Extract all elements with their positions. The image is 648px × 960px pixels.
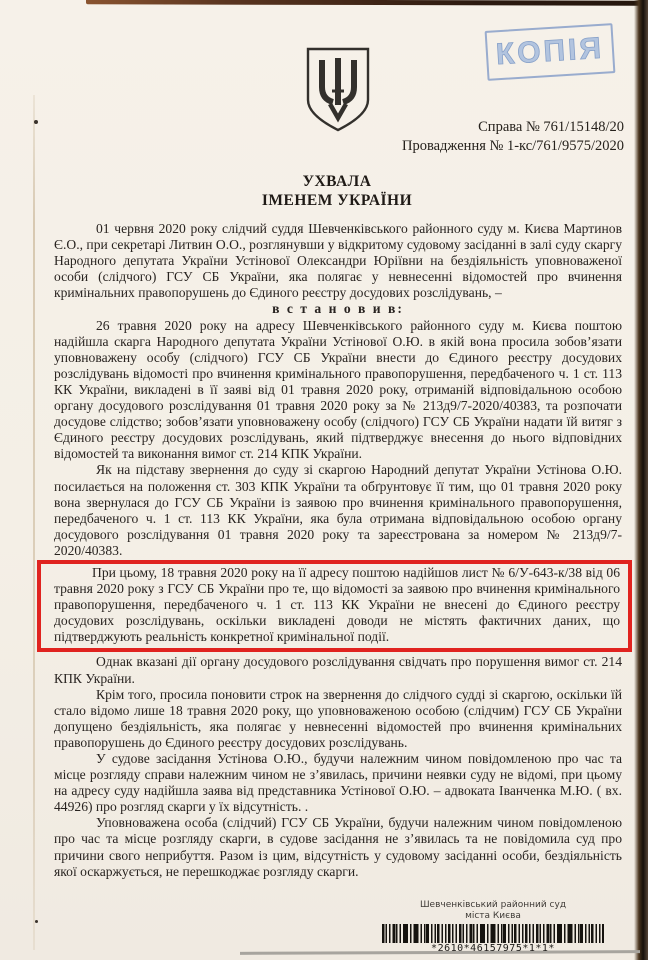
paragraph-term-renewal: Крім того, просила поновити строк на звернення до слідчого судді зі скаргою, оскільки їй стало відомо лише 18 травня 2020 року, що уповноваженою особою (слідчим) ГСУ СБ України допущено бездіяльність, яка полягає у невнесенні відомостей про вчинення кримінальних правопорушень до Єдиного реєстру досудових розслідувань.	[54, 686, 622, 750]
barcode-number: *2610*46157975*1*1*	[431, 943, 555, 954]
resolution-heading: в с т а н о в и в:	[272, 301, 404, 317]
title-line-2: ІМЕНЕМ УКРАЇНИ	[261, 192, 413, 209]
case-number: Справа № 761/15148/20	[478, 119, 624, 135]
court-name-line-2: міста Києва	[465, 911, 521, 921]
document-body	[54, 221, 622, 880]
proceeding-number: Провадження № 1-кс/761/9575/2020	[401, 138, 624, 154]
paragraph-complaint: 26 травня 2020 року на адресу Шевченківського районного суду м. Києва поштою надійшла скарга Народного депутата України Устінової О.Ю. в якій вона просила зобов’язати уповноважену особу (слідчого) ГСУ СБ України внести до Єдиного реєстру досудових розслідувань відомості про вчинення кримінального правопорушення, передбаченого ч. 1 ст. 113 КК України, викладені в її заяві від 01 травня 2020 року, отриманій відповідальною особою органу досудового розслідування 01 травня 2020 року за № 213д9/7-2020/40383, та розпочати досудове слідство; зобов’язати уповноважену особу (слідчого) ГСУ СБ України надати їй витяг з Єдиного реєстру досудових розслідувань, який підтверджує внесення до нього відповідних відомостей та виконання вимог ст. 214 КПК України.	[54, 317, 622, 462]
paragraph-intro: 01 червня 2020 року слідчий суддя Шевченківського районного суду м. Києва Мартинов Є.О., при секретарі Литвин О.О., розглянувши у відкритому судовому засіданні в залі суду скаргу Народного депутата України Устінової Олександри Юріївни на бездіяльність уповноваженої особи (слідчого) ГСУ СБ України, яка полягає у невнесенні відомостей про вчинення кримінальних правопорушень до Єдиного реєстру досудових розслідувань, –	[54, 221, 622, 301]
paper-speck	[34, 120, 38, 124]
paragraph-absence-investigator: Уповноважена особа (слідчий) ГСУ СБ України, будучи належним чином повідомленою про час та місце розгляду скарги, в судове засідання не з’явилась та не повідомила суд про причини свого неприбуття. Разом із цим, відсутність у судовому засіданні особи, бездіяльність якої оскаржується, не перешкоджає розгляду скарги.	[54, 815, 622, 879]
title-line-1: УХВАЛА	[302, 173, 372, 190]
copy-stamp	[485, 23, 616, 81]
copy-stamp-label: КОПІЯ	[495, 31, 605, 72]
photo-edge-right	[634, 0, 648, 960]
paragraph-absence-complainant: У судове засідання Устінова О.Ю., будучи належним чином повідомленою про час та місце розгляду справи належним чином не з’явилась, причини неявки суду не відомі, при цьому на адресу суду надійшла заява від представника Устінової О.Ю. – адвоката Іванченка М.Ю. ( вх. 44926) про розгляд скарги у їх відсутність. .	[54, 751, 622, 815]
paragraph-highlighted: При цьому, 18 травня 2020 року на її адресу поштою надійшов лист № 6/У-643-к/38 від 06 травня 2020 року з ГСУ СБ України про те, що відомості за заявою про вчинення кримінального правопорушення, передбаченого ч. 1 ст. 113 КК України не внесені до Єдиного реєстру досудових розслідувань, оскільки викладені доводи не містять фактичних даних, що підтверджують реальність конкретної кримінальної події.	[54, 564, 620, 645]
court-name-line-1: Шевченківський районний суд	[419, 900, 567, 910]
document-title	[54, 172, 620, 210]
photo-edge-top	[86, 0, 648, 6]
paragraph-grounds: Як на підставу звернення до суду зі скаргою Народний депутат України Устінова О.Ю. посилається на положення ст. 303 КПК України та обґрунтовує її тим, що 01 травня 2020 року вона звернулася до ГСУ СБ України із заявою про вчинення кримінального правопорушення, передбаченого ч. 1 ст. 113 КК України, яка була отримана відповідальною особою органу досудового розслідування 01 травня 2020 року та зареєстрована за номером № 213д9/7-2020/40383.	[54, 462, 622, 558]
ukraine-trident-emblem	[299, 46, 377, 134]
paper-speck	[35, 920, 38, 923]
case-numbers	[402, 118, 624, 156]
barcode	[382, 924, 604, 943]
paper-fold-line	[33, 95, 35, 950]
red-highlight-box	[37, 560, 632, 652]
court-registration-stamp	[368, 900, 618, 954]
paragraph-violation: Однак вказані дії органу досудового розслідування свідчать про порушення вимог ст. 214 КПК України.	[54, 654, 622, 686]
